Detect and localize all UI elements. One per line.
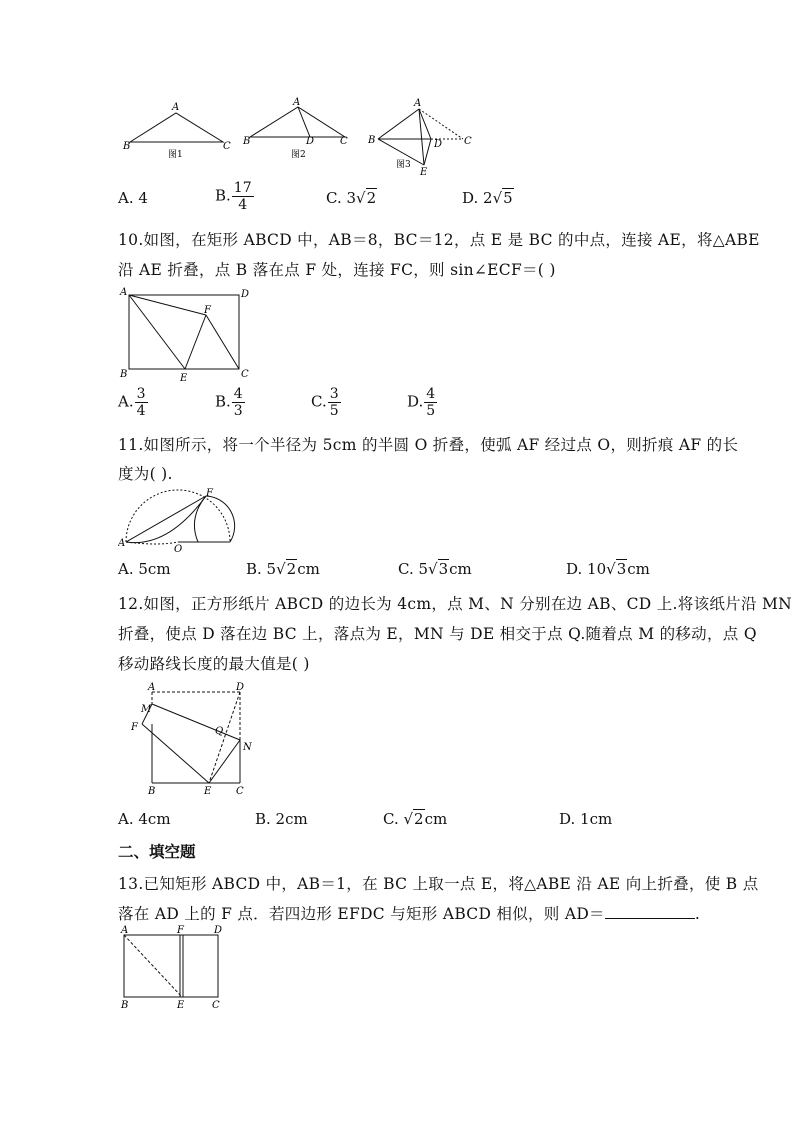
q9-figures (118, 95, 488, 180)
q12-label-e: E (204, 786, 212, 797)
fig2-label-c: C (340, 136, 348, 147)
q11-label-a: A (118, 538, 126, 549)
q12-option-a: A. 4cm (118, 810, 171, 828)
q13-figure (118, 924, 230, 1012)
q9-option-d: D. 2√5 (462, 189, 513, 207)
q12-text-line1: 12.如图，正方形纸片 ABCD 的边长为 4cm，点 M、N 分别在边 AB、CD 上.将该纸片沿 MN (118, 595, 793, 613)
q10-label-a: A (120, 287, 128, 298)
q13-label-f: F (177, 925, 184, 936)
q12-option-d: D. 1cm (559, 810, 613, 828)
q9-option-a: A. 4 (118, 189, 148, 207)
fig1-label-c: C (223, 141, 231, 152)
fig3-label-c: C (464, 136, 472, 147)
q13-label-e: E (177, 1000, 185, 1011)
q12-label-q: Q (215, 726, 224, 737)
fig2-label-b: B (243, 136, 251, 147)
fig2-label-d: D (306, 136, 315, 147)
q11-option-c: C. 5√3cm (398, 560, 472, 578)
q10-label-b: B (120, 369, 128, 380)
q12-text-line2: 折叠，使点 D 落在边 BC 上，落点为 E，MN 与 DE 相交于点 Q.随着点 M 的移动，点 Q (118, 625, 757, 643)
q11-option-a: A. 5cm (118, 560, 171, 578)
q11-option-d: D. 10√3cm (566, 560, 650, 578)
q13-text-line1: 13.已知矩形 ABCD 中，AB＝1，在 BC 上取一点 E，将△ABE 沿 AE 向上折叠，使 B 点 (118, 875, 759, 893)
q9-option-c: C. 3√2 (326, 189, 377, 207)
q13-label-a: A (121, 925, 129, 936)
q12-figure (128, 682, 268, 798)
q13-answer-blank[interactable] (605, 904, 695, 919)
fig2-label-a: A (293, 97, 301, 108)
q12-label-d: D (236, 682, 245, 693)
q10-label-f: F (204, 305, 211, 316)
fig3-label-e: E (420, 167, 428, 178)
q12-label-c: C (236, 786, 244, 797)
q12-option-c: C. √2cm (383, 810, 448, 828)
q11-label-o: O (174, 544, 183, 553)
q12-label-b: B (148, 786, 156, 797)
fig3-label-d: D (434, 139, 443, 150)
q10-label-e: E (180, 373, 188, 384)
q12-option-b: B. 2cm (255, 810, 308, 828)
q12-label-f: F (131, 722, 138, 733)
q11-figure (118, 488, 248, 553)
q10-option-c: C. $\frac{3}{5}$ (311, 386, 339, 419)
q9-option-b: B. $\frac{17}{4}$ (215, 180, 252, 213)
fig1-caption: 图1 (168, 150, 183, 160)
fig3-label-b: B (368, 135, 376, 146)
section-title: 二、填空题 (118, 843, 196, 861)
q11-option-b: B. 5√2cm (246, 560, 320, 578)
q12-text-line3: 移动路线长度的最大值是( ) (118, 655, 310, 673)
q11-text-line2: 度为( ). (118, 465, 173, 483)
q10-option-a: A. $\frac{3}{4}$ (118, 386, 146, 419)
q12-label-n: N (243, 742, 252, 753)
fig2-caption: 图2 (291, 150, 306, 160)
q10-option-b: B. $\frac{4}{3}$ (215, 386, 243, 419)
fig3-label-a: A (414, 98, 422, 109)
q13-label-b: B (121, 1000, 129, 1011)
q10-label-c: C (241, 369, 249, 380)
q11-text-line1: 11.如图所示，将一个半径为 5cm 的半圆 O 折叠，使弧 AF 经过点 O，则折痕 AF 的长 (118, 436, 739, 454)
q13-label-d: D (214, 925, 223, 936)
q10-figure (118, 285, 258, 385)
q10-label-d: D (241, 289, 250, 300)
fig3-caption: 图3 (396, 160, 411, 170)
q10-text-line2: 沿 AE 折叠，点 B 落在点 F 处，连接 FC，则 sin∠ECF＝( ) (118, 261, 556, 279)
fig1-label-a: A (172, 102, 180, 113)
q10-text-line1: 10.如图，在矩形 ABCD 中，AB＝8，BC＝12，点 E 是 BC 的中点，连接 AE，将△ABE (118, 231, 760, 249)
q13-text-line2: 落在 AD 上的 F 点．若四边形 EFDC 与矩形 ABCD 相似，则 AD＝ . (118, 905, 701, 923)
fig1-label-b: B (123, 141, 131, 152)
q12-label-a: A (148, 682, 156, 693)
q11-label-f: F (206, 488, 213, 499)
q12-label-m: M (141, 704, 152, 715)
q13-label-c: C (212, 1000, 220, 1011)
q9-option-b-fraction: $\frac{17}{4}$ (233, 180, 252, 213)
q10-option-d: D. $\frac{4}{5}$ (407, 386, 436, 419)
